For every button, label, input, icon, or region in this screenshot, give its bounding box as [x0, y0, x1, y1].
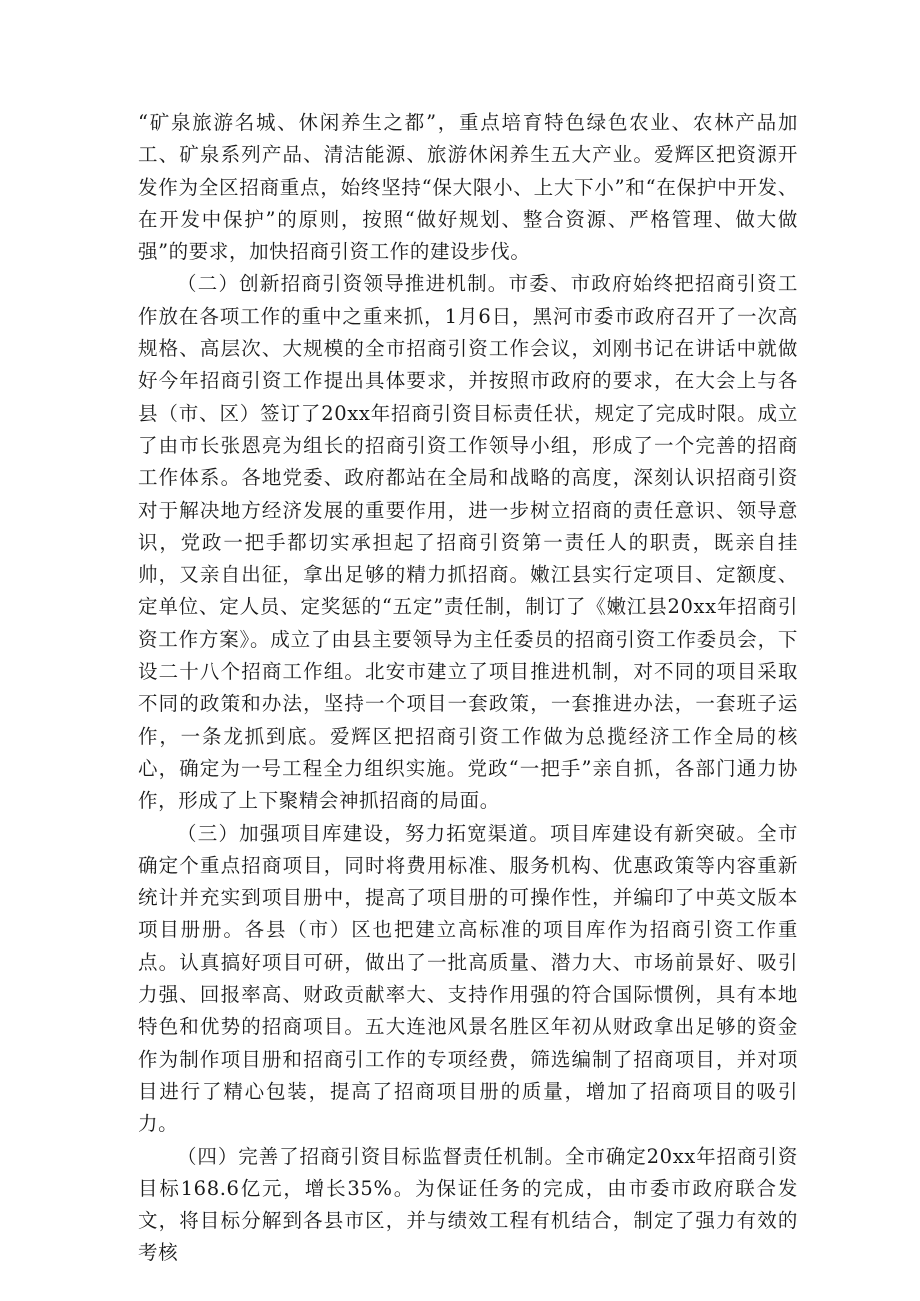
- paragraph-section-3-project-library: （三）加强项目库建设，努力拓宽渠道。项目库建设有新突破。全市确定个重点招商项目，同时将费用标准、服务机构、优惠政策等内容重新统计并充实到项目册中，提高了项目册的可操作性，并编印了中英文版本项目册册。各县（市）区也把建立高标准的项目库作为招商引资工作重点。认真搞好项目可研，做出了一批高质量、潜力大、市场前景好、吸引力强、回报率高、财政贡献率大、支持作用强的符合国际惯例，具有本地特色和优势的招商项目。五大连池风景名胜区年初从财政拿出足够的资金作为制作项目册和招商引工作的专项经费，筛选编制了招商项目，并对项目进行了精心包装，提高了招商项目册的质量，增加了招商项目的吸引力。: [138, 821, 798, 1136]
- paragraph-section-2-leadership-mechanism: （二）创新招商引资领导推进机制。市委、市政府始终把招商引资工作放在各项工作的重中之重来抓，1月6日，黑河市委市政府召开了一次高规格、高层次、大规模的全市招商引资工作会议，刘刚书记在讲话中就做好今年招商引资工作提出具体要求，并按照市政府的要求，在大会上与各县（市、区）签订了20xx年招商引资目标责任状，规定了完成时限。成立了由市长张恩亮为组长的招商引资工作领导小组，形成了一个完善的招商工作体系。各地党委、政府都站在全局和战略的高度，深刻认识招商引资对于解决地方经济发展的重要作用，进一步树立招商的责任意识、领导意识，党政一把手都切实承担起了招商引资第一责任人的职责，既亲自挂帅，又亲自出征，拿出足够的精力抓招商。嫩江县实行定项目、定额度、定单位、定人员、定奖惩的“五定”责任制，制订了《嫩江县20xx年招商引资工作方案》。成立了由县主要领导为主任委员的招商引资工作委员会，下设二十八个招商工作组。北安市建立了项目推进机制，对不同的项目采取不同的政策和办法，坚持一个项目一套政策，一套推进办法，一套班子运作，一条龙抓到底。爱辉区把招商引资工作做为总揽经济工作全局的核心，确定为一号工程全力组织实施。党政“一把手”亲自抓，各部门通力协作，形成了上下聚精会神抓招商的局面。: [138, 272, 798, 813]
- paragraph-section-4-target-supervision: （四）完善了招商引资目标监督责任机制。全市确定20xx年招商引资目标168.6亿元，增长35%。为保证任务的完成，由市委市政府联合发文，将目标分解到各县市区，并与绩效工程有机结合，制定了强力有效的考核: [138, 1144, 798, 1265]
- paragraph-continuation: “矿泉旅游名城、休闲养生之都”，重点培育特色绿色农业、农林产品加工、矿泉系列产品、清洁能源、旅游休闲养生五大产业。爱辉区把资源开发作为全区招商重点，始终坚持“保大限小、上大下小”和“在保护中开发、在开发中保护”的原则，按照“做好规划、整合资源、严格管理、做大做强”的要求，加快招商引资工作的建设步伐。: [138, 111, 798, 264]
- document-body: [138, 107, 798, 1270]
